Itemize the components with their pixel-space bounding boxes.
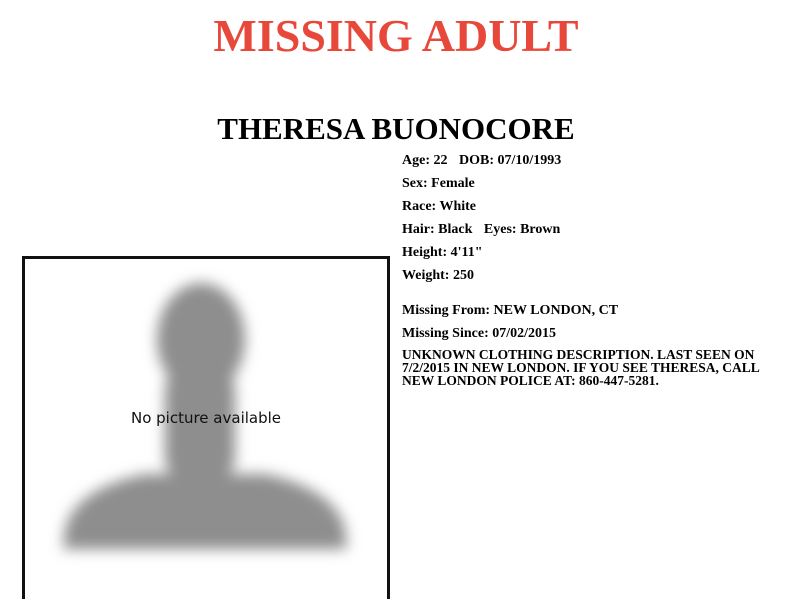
sex-row (402, 175, 782, 198)
missing-since-row (402, 325, 782, 348)
race-value: White (439, 199, 477, 214)
dob-label: DOB: (459, 153, 494, 168)
missing-from-label: Missing From: (402, 303, 491, 318)
eyes-value: Brown (520, 222, 561, 237)
photo-frame (22, 256, 390, 599)
weight-row (402, 267, 782, 290)
height-row (402, 244, 782, 267)
person-details (402, 152, 782, 387)
age-dob-row (402, 152, 782, 175)
missing-person-name: THERESA BUONOCORE (217, 111, 575, 146)
missing-since-label: Missing Since: (402, 326, 489, 341)
weight-label: Weight: (402, 268, 450, 283)
hair-value: Black (438, 222, 473, 237)
hair-eyes-row (402, 221, 782, 244)
no-picture-text: No picture available (130, 409, 282, 427)
section-gap (402, 290, 782, 302)
missing-from-row (402, 302, 782, 325)
race-row (402, 198, 782, 221)
weight-value: 250 (452, 268, 474, 283)
eyes-label: Eyes: (483, 222, 517, 237)
age-value: 22 (433, 153, 448, 168)
dob-value: 07/10/1993 (497, 153, 562, 168)
circumstances-description: UNKNOWN CLOTHING DESCRIPTION. LAST SEEN ON 7/2/2015 IN NEW LONDON. IF YOU SEE THERESA, CALL NEW LONDON POLICE AT: 860-447-5281. (402, 347, 760, 388)
missing-since-value: 07/02/2015 (492, 326, 557, 341)
height-label: Height: (402, 245, 448, 260)
sex-value: Female (431, 176, 475, 191)
missing-from-value: NEW LONDON, CT (493, 303, 619, 318)
poster-headline: MISSING ADULT (213, 10, 579, 61)
person-silhouette-icon (25, 259, 387, 599)
age-label: Age: (402, 153, 430, 168)
race-label: Race: (402, 199, 437, 214)
hair-label: Hair: (402, 222, 435, 237)
sex-label: Sex: (402, 176, 428, 191)
height-value: 4'11" (450, 245, 483, 260)
